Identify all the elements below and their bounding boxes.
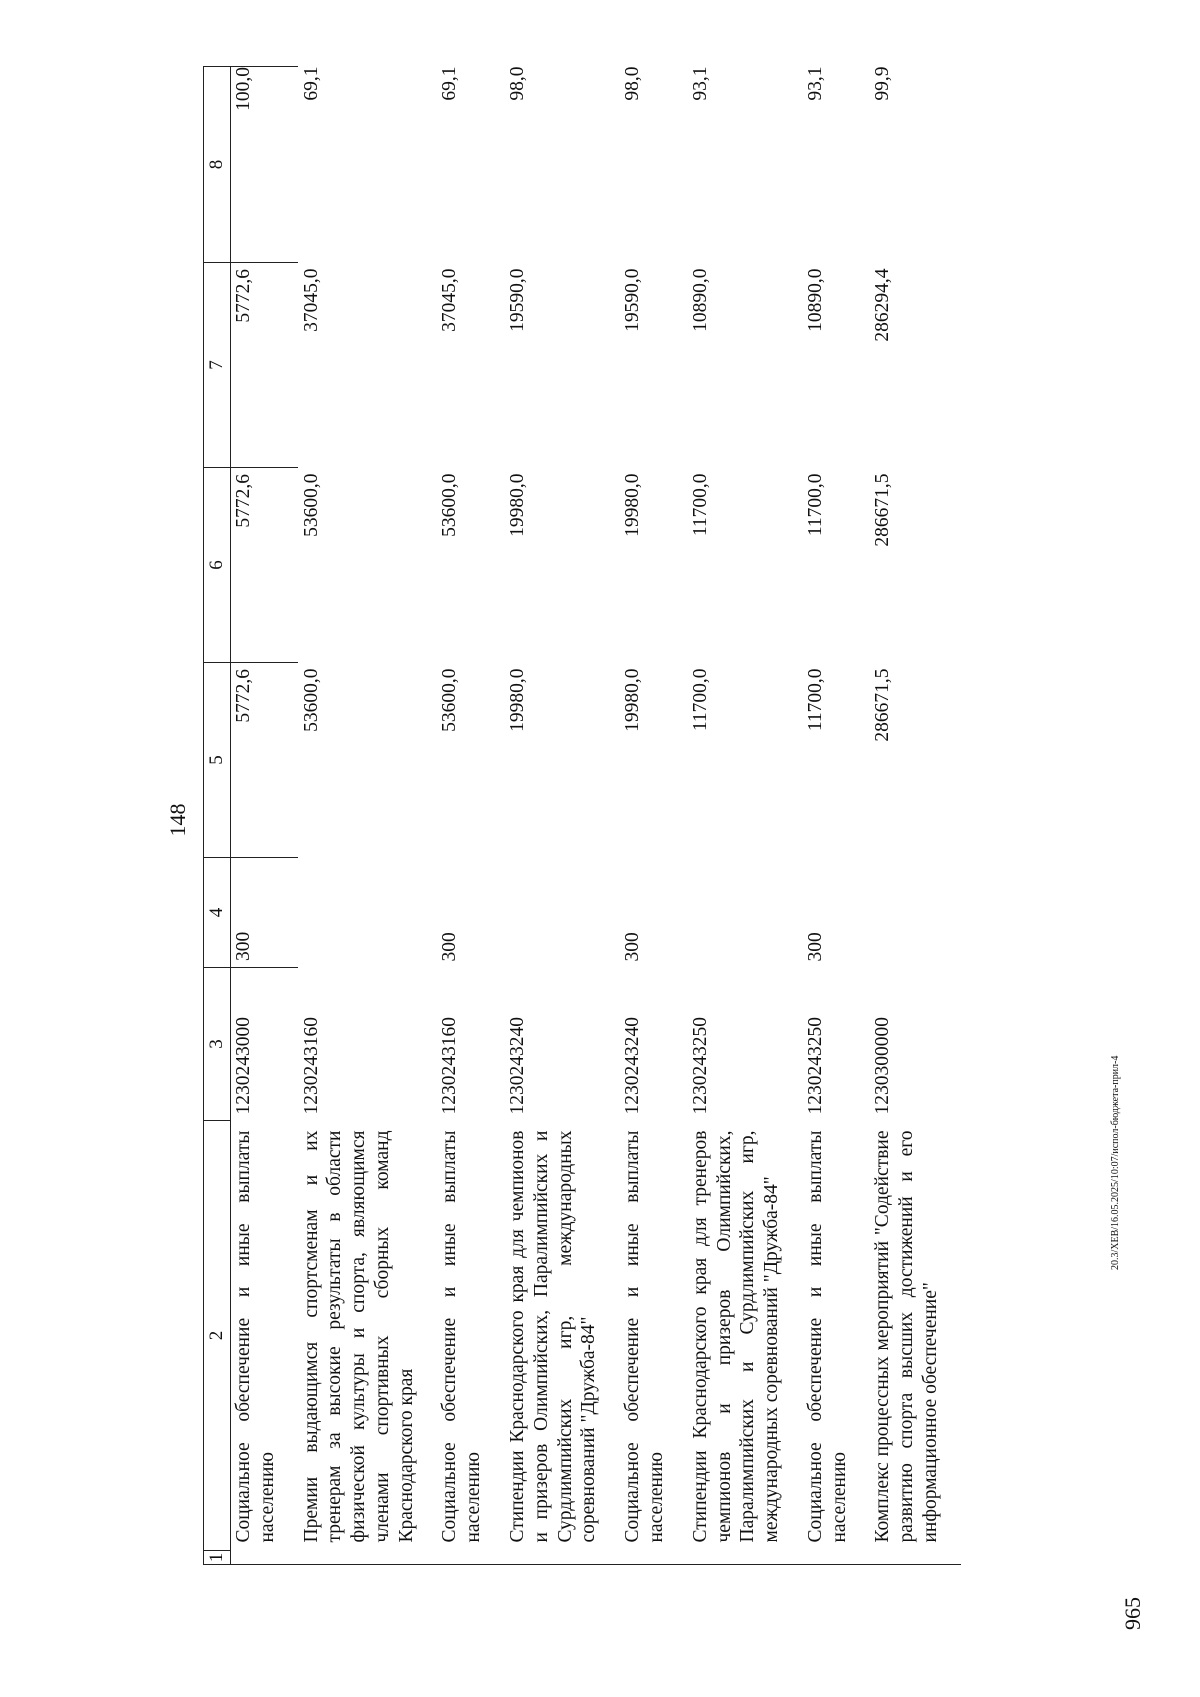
row-value-7: 19590,0	[622, 268, 644, 332]
row-code: 1230300000	[872, 1017, 894, 1115]
row-value-6: 11700,0	[689, 473, 711, 537]
table-row	[504, 67, 619, 1565]
table-row	[869, 67, 960, 1565]
table-row	[436, 67, 504, 1565]
table-row	[231, 67, 298, 1565]
page-number: 148	[165, 803, 190, 837]
row-expense-type: 300	[231, 858, 298, 968]
row-value-7: 10890,0	[689, 268, 711, 332]
table-row	[802, 67, 870, 1565]
row-percent: 100,0	[231, 67, 298, 263]
row-code: 1230243240	[622, 1017, 644, 1115]
row-percent: 69,1	[439, 66, 461, 101]
row-value-6: 286671,5	[872, 473, 894, 547]
row-expense-type: 300	[804, 932, 826, 962]
row-code: 1230243250	[689, 1017, 711, 1115]
footer-note: 20.3/XEB/16.05.2025/10:07/испол-бюджета-прил-4	[1110, 1055, 1121, 1270]
row-percent: 99,9	[872, 66, 894, 101]
row-name: Социальное обеспечение и иные выплаты населению	[439, 1130, 485, 1543]
table-row	[298, 67, 437, 1565]
row-expense-type: 300	[439, 932, 461, 962]
row-name: Премии выдающимся спортсменам и их тренерам за высокие результаты в области физической культуры и спорта, являющимся членами спортивных сборных команд Краснодарского края	[300, 1130, 417, 1543]
row-value-6: 19980,0	[622, 473, 644, 537]
row-percent: 93,1	[689, 66, 711, 101]
budget-execution-table	[203, 66, 961, 1565]
column-header-7: 7	[204, 263, 231, 468]
column-header-6: 6	[204, 468, 231, 663]
row-value-7: 37045,0	[439, 268, 461, 332]
row-percent: 98,0	[622, 66, 644, 101]
row-expense-type	[869, 858, 960, 968]
column-header-4: 4	[204, 858, 231, 968]
row-value-5: 286671,5	[872, 668, 894, 742]
column-number-header-row	[204, 67, 231, 1565]
row-value-5: 53600,0	[439, 668, 461, 732]
column-header-5: 5	[204, 663, 231, 858]
table-row	[619, 67, 687, 1565]
row-name: Стипендии Краснодарского края для чемпионов и призеров Олимпийских, Паралимпийских и Сурдлимпийских игр, международных соревнований "Дружба-84"	[507, 1130, 600, 1543]
row-name: Комплекс процессных мероприятий "Содействие развитию спорта высших достижений и его информационное обеспечение"	[872, 1130, 941, 1543]
row-code: 1230243000	[231, 968, 298, 1121]
row-percent: 93,1	[804, 66, 826, 101]
row-name: Социальное обеспечение и иные выплаты населению	[233, 1130, 278, 1543]
row-value-5: 19980,0	[507, 668, 529, 732]
folio-number: 965	[1120, 1597, 1145, 1630]
column-header-1: 1	[204, 1551, 231, 1565]
row-value-5: 5772,6	[231, 663, 298, 858]
row-value-6: 53600,0	[439, 473, 461, 537]
table-row	[687, 67, 802, 1565]
row-value-5: 53600,0	[300, 668, 322, 732]
row-name: Социальное обеспечение и иные выплаты населению	[804, 1130, 850, 1543]
rotated-document-page	[165, 60, 1145, 1630]
row-code: 1230243240	[507, 1017, 529, 1115]
row-expense-type	[504, 858, 619, 968]
row-code: 1230243160	[300, 1017, 322, 1115]
column-header-2: 2	[204, 1121, 231, 1551]
row-value-7: 10890,0	[804, 268, 826, 332]
row-value-7: 19590,0	[507, 268, 529, 332]
column-header-8: 8	[204, 67, 231, 263]
row-value-5: 19980,0	[622, 668, 644, 732]
row-percent: 98,0	[507, 66, 529, 101]
row-value-7: 286294,4	[872, 268, 894, 342]
row-name: Социальное обеспечение и иные выплаты населению	[622, 1130, 667, 1543]
row-expense-type	[298, 858, 437, 968]
row-value-6: 53600,0	[300, 473, 322, 537]
row-value-5: 11700,0	[804, 668, 826, 732]
column-header-3: 3	[204, 968, 231, 1121]
row-name: Стипендии Краснодарского края для тренеров чемпионов и призеров Олимпийских, Паралимпийских и Сурдлимпийских игр, международных соревнований "Дружба-84"	[689, 1130, 783, 1543]
row-value-5: 11700,0	[689, 668, 711, 732]
row-code: 1230243160	[439, 1017, 461, 1115]
row-value-7: 5772,6	[231, 263, 298, 468]
row-value-7: 37045,0	[300, 268, 322, 332]
row-value-6: 11700,0	[804, 473, 826, 537]
row-expense-type	[687, 858, 802, 968]
row-expense-type: 300	[622, 932, 644, 962]
row-value-6: 19980,0	[507, 473, 529, 537]
row-code: 1230243250	[804, 1017, 826, 1115]
row-value-6: 5772,6	[231, 468, 298, 663]
row-percent: 69,1	[300, 66, 322, 101]
